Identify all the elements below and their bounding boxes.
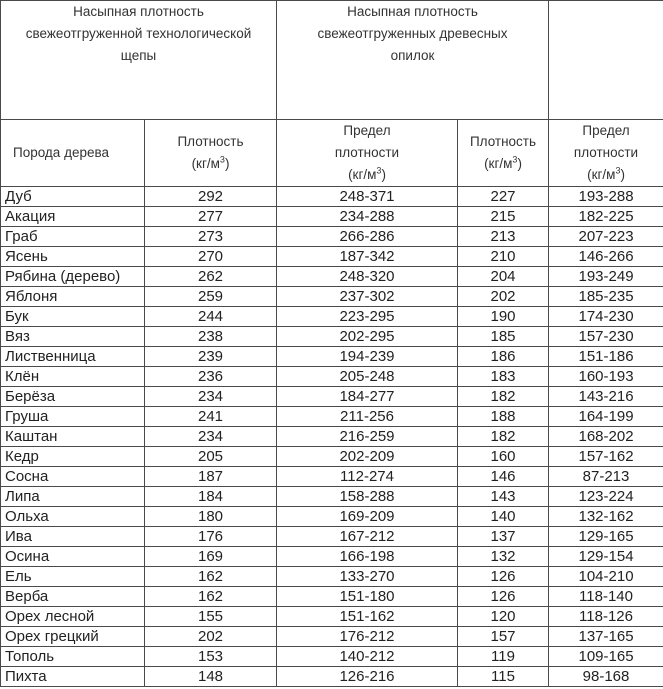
chips-limit: 211-256 [277, 407, 458, 427]
col-header-limit-sawdust-line1: Предел [582, 123, 630, 138]
table-row [1, 327, 663, 347]
table-row [1, 347, 663, 367]
species-name: Верба [1, 587, 145, 607]
chips-density: 153 [145, 647, 277, 667]
species-name: Липа [1, 487, 145, 507]
chips-density: 270 [145, 247, 277, 267]
chips-limit: 140-212 [277, 647, 458, 667]
sawdust-density: 126 [458, 567, 549, 587]
sawdust-limit: 118-126 [549, 607, 663, 627]
table-row [1, 507, 663, 527]
chips-density: 180 [145, 507, 277, 527]
chips-density: 148 [145, 667, 277, 687]
sawdust-density: 210 [458, 247, 549, 267]
table-row [1, 527, 663, 547]
chips-limit: 234-288 [277, 207, 458, 227]
sawdust-limit: 185-235 [549, 287, 663, 307]
chips-density: 176 [145, 527, 277, 547]
chips-limit: 112-274 [277, 467, 458, 487]
table-row [1, 487, 663, 507]
sawdust-density: 132 [458, 547, 549, 567]
col-header-limit-sawdust-exp: 3 [615, 165, 621, 176]
table-row [1, 407, 663, 427]
table-row [1, 207, 663, 227]
chips-limit: 166-198 [277, 547, 458, 567]
sawdust-limit: 207-223 [549, 227, 663, 247]
chips-limit: 216-259 [277, 427, 458, 447]
chips-density: 292 [145, 187, 277, 207]
chips-limit: 187-342 [277, 247, 458, 267]
group-header-row [1, 1, 663, 120]
chips-density: 239 [145, 347, 277, 367]
col-header-density-sawdust [458, 120, 549, 187]
chips-limit: 205-248 [277, 367, 458, 387]
sawdust-limit: 157-162 [549, 447, 663, 467]
chips-density: 162 [145, 587, 277, 607]
table-row [1, 387, 663, 407]
sawdust-density: 186 [458, 347, 549, 367]
chips-limit: 151-162 [277, 607, 458, 627]
species-name: Орех грецкий [1, 627, 145, 647]
species-name: Бук [1, 307, 145, 327]
species-name: Ольха [1, 507, 145, 527]
species-name: Яблоня [1, 287, 145, 307]
species-name: Кедр [1, 447, 145, 467]
col-header-limit-chips-exp: 3 [376, 165, 382, 176]
group-header-sawdust [277, 1, 549, 120]
table-row [1, 307, 663, 327]
sawdust-density: 204 [458, 267, 549, 287]
sawdust-limit: 164-199 [549, 407, 663, 427]
sawdust-density: 146 [458, 467, 549, 487]
chips-limit: 176-212 [277, 627, 458, 647]
sawdust-limit: 151-186 [549, 347, 663, 367]
col-header-species: Порода дерева [1, 120, 145, 187]
sawdust-density: 140 [458, 507, 549, 527]
chips-density: 238 [145, 327, 277, 347]
species-name: Тополь [1, 647, 145, 667]
group-header-chips-line2: свежеотгруженной технологической [25, 26, 252, 41]
table-row [1, 467, 663, 487]
species-name: Сосна [1, 467, 145, 487]
sawdust-density: 215 [458, 207, 549, 227]
species-name: Каштан [1, 427, 145, 447]
chips-limit: 248-320 [277, 267, 458, 287]
chips-density: 241 [145, 407, 277, 427]
chips-density: 273 [145, 227, 277, 247]
col-header-limit-chips-close: ) [381, 167, 386, 182]
col-header-density-sawdust-close: ) [517, 156, 522, 171]
col-header-density-chips-close: ) [224, 156, 230, 171]
sawdust-limit: 87-213 [549, 467, 663, 487]
sawdust-limit: 168-202 [549, 427, 663, 447]
table-row [1, 267, 663, 287]
chips-limit: 151-180 [277, 587, 458, 607]
chips-density: 205 [145, 447, 277, 467]
species-name: Акация [1, 207, 145, 227]
table-row [1, 547, 663, 567]
species-name: Лиственница [1, 347, 145, 367]
species-name: Дуб [1, 187, 145, 207]
species-name: Ива [1, 527, 145, 547]
chips-density: 236 [145, 367, 277, 387]
table-row [1, 427, 663, 447]
table-row [1, 647, 663, 667]
sawdust-limit: 143-216 [549, 387, 663, 407]
chips-limit: 158-288 [277, 487, 458, 507]
chips-density: 234 [145, 427, 277, 447]
group-header-chips-line1: Насыпная плотность [73, 4, 204, 19]
chips-limit: 169-209 [277, 507, 458, 527]
col-header-density-sawdust-exp: 3 [512, 154, 518, 165]
sawdust-density: 202 [458, 287, 549, 307]
group-header-empty [549, 1, 663, 120]
chips-density: 169 [145, 547, 277, 567]
species-name: Орех лесной [1, 607, 145, 627]
sawdust-density: 182 [458, 427, 549, 447]
col-header-limit-chips [277, 120, 458, 187]
table-row [1, 667, 663, 687]
sawdust-density: 227 [458, 187, 549, 207]
sawdust-density: 183 [458, 367, 549, 387]
species-name: Клён [1, 367, 145, 387]
chips-limit: 202-295 [277, 327, 458, 347]
chips-limit: 248-371 [277, 187, 458, 207]
col-header-limit-sawdust-unit: (кг/м [587, 167, 616, 182]
chips-density: 202 [145, 627, 277, 647]
sawdust-density: 115 [458, 667, 549, 687]
col-header-density-chips-exp: 3 [219, 154, 225, 165]
chips-limit: 184-277 [277, 387, 458, 407]
col-header-limit-sawdust-close: ) [620, 167, 625, 182]
chips-limit: 194-239 [277, 347, 458, 367]
sawdust-density: 213 [458, 227, 549, 247]
sawdust-limit: 129-154 [549, 547, 663, 567]
sawdust-density: 160 [458, 447, 549, 467]
sawdust-limit: 104-210 [549, 567, 663, 587]
species-name: Груша [1, 407, 145, 427]
sawdust-limit: 109-165 [549, 647, 663, 667]
chips-limit: 266-286 [277, 227, 458, 247]
col-header-limit-chips-unit: (кг/м [348, 167, 377, 182]
sawdust-limit: 193-288 [549, 187, 663, 207]
chips-density: 262 [145, 267, 277, 287]
table-row [1, 567, 663, 587]
col-header-limit-sawdust-line2: плотности [573, 145, 639, 160]
sawdust-density: 119 [458, 647, 549, 667]
species-name: Граб [1, 227, 145, 247]
table-row [1, 627, 663, 647]
chips-limit: 237-302 [277, 287, 458, 307]
table-row [1, 587, 663, 607]
table-row [1, 287, 663, 307]
chips-density: 184 [145, 487, 277, 507]
sawdust-density: 182 [458, 387, 549, 407]
chips-density: 277 [145, 207, 277, 227]
sawdust-limit: 129-165 [549, 527, 663, 547]
sawdust-density: 120 [458, 607, 549, 627]
sawdust-limit: 132-162 [549, 507, 663, 527]
sawdust-limit: 182-225 [549, 207, 663, 227]
column-header-row [1, 120, 663, 187]
table-row [1, 607, 663, 627]
sawdust-density: 126 [458, 587, 549, 607]
species-name: Ясень [1, 247, 145, 267]
group-header-sawdust-line3: опилок [390, 48, 435, 63]
chips-limit: 202-209 [277, 447, 458, 467]
species-name: Рябина (дерево) [1, 267, 145, 287]
chips-density: 244 [145, 307, 277, 327]
chips-limit: 167-212 [277, 527, 458, 547]
sawdust-density: 185 [458, 327, 549, 347]
table-row [1, 367, 663, 387]
sawdust-limit: 174-230 [549, 307, 663, 327]
chips-limit: 133-270 [277, 567, 458, 587]
sawdust-limit: 123-224 [549, 487, 663, 507]
group-header-chips-line3: щепы [120, 48, 157, 63]
sawdust-limit: 193-249 [549, 267, 663, 287]
species-name: Вяз [1, 327, 145, 347]
group-header-chips [1, 1, 277, 120]
sawdust-limit: 98-168 [549, 667, 663, 687]
sawdust-density: 188 [458, 407, 549, 427]
sawdust-limit: 137-165 [549, 627, 663, 647]
chips-density: 162 [145, 567, 277, 587]
sawdust-density: 143 [458, 487, 549, 507]
chips-density: 155 [145, 607, 277, 627]
chips-limit: 223-295 [277, 307, 458, 327]
col-header-limit-chips-line2: плотности [334, 145, 400, 160]
sawdust-limit: 160-193 [549, 367, 663, 387]
sawdust-density: 137 [458, 527, 549, 547]
species-name: Осина [1, 547, 145, 567]
sawdust-limit: 146-266 [549, 247, 663, 267]
species-name: Берёза [1, 387, 145, 407]
group-header-sawdust-line1: Насыпная плотность [347, 4, 478, 19]
sawdust-density: 157 [458, 627, 549, 647]
chips-limit: 126-216 [277, 667, 458, 687]
table-row [1, 187, 663, 207]
col-header-density-sawdust-line1: Плотность [469, 134, 537, 149]
group-header-sawdust-line2: свежеотгруженных древесных [317, 26, 508, 41]
col-header-density-chips-unit: (кг/м [191, 156, 220, 171]
col-header-limit-sawdust [549, 120, 663, 187]
table-row [1, 247, 663, 267]
chips-density: 234 [145, 387, 277, 407]
species-name: Ель [1, 567, 145, 587]
chips-density: 187 [145, 467, 277, 487]
sawdust-density: 190 [458, 307, 549, 327]
chips-density: 259 [145, 287, 277, 307]
sawdust-limit: 118-140 [549, 587, 663, 607]
sawdust-limit: 157-230 [549, 327, 663, 347]
col-header-limit-chips-line1: Предел [343, 123, 391, 138]
table-row [1, 447, 663, 467]
col-header-density-sawdust-unit: (кг/м [484, 156, 513, 171]
col-header-density-chips-line1: Плотность [177, 134, 244, 149]
col-header-density-chips [145, 120, 277, 187]
species-name: Пихта [1, 667, 145, 687]
table-row [1, 227, 663, 247]
